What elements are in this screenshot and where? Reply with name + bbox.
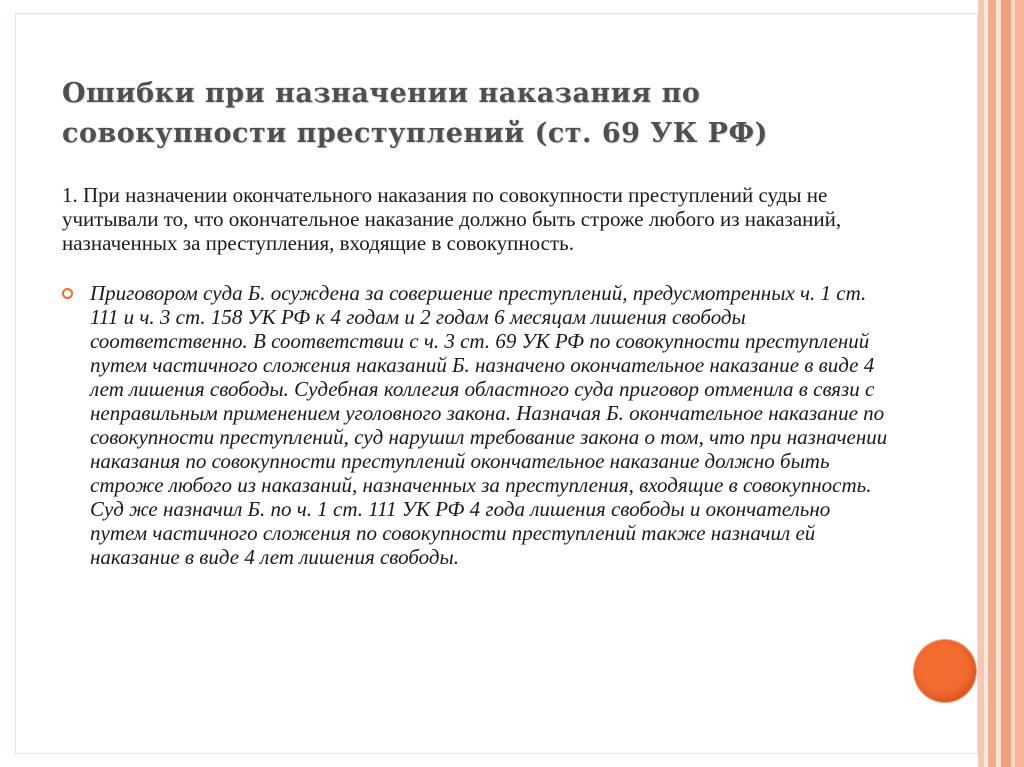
stripe	[988, 0, 996, 767]
stripe	[1001, 0, 1011, 767]
slide-title: Ошибки при назначении наказания по совокупности преступлений (ст. 69 УК РФ)	[62, 78, 768, 149]
intro-paragraph: 1. При назначении окончательного наказания по совокупности преступлений суды не учитывали то, что окончательное наказание должно быть строже любого из наказаний, назначенных за преступления, входящие в совокупность.	[62, 183, 842, 255]
bullet-text: Приговором суда Б. осуждена за совершение преступлений, предусмотренных ч. 1 ст. 111 и ч. 3 ст. 158 УК РФ к 4 годам и 2 годам 6 месяцам лишения свободы соответственно. В соответствии с ч. 3 ст. 69 УК РФ по совокупности преступлений путем частичного сложения наказаний Б. назначено окончательное наказание в виде 4 лет лишения свободы. Судебная коллегия областного суда приговор отменила в связи с неправильным применением уголовного закона. Назначая Б. окончательное наказание по совокупности преступлений, суд нарушил требование закона о том, что при назначении наказания по совокупности преступлений окончательное наказание должно быть строже любого из наказаний, назначенных за преступления, входящие в совокупность. Суд же назначил Б. по ч. 1 ст. 111 УК РФ 4 года лишения свободы и окончательно путем частичного сложения по совокупности преступлений также назначил ей наказание в виде 4 лет лишения свободы.	[90, 281, 888, 569]
bullet-item	[62, 281, 892, 569]
decorative-stripes	[978, 0, 1024, 767]
decorative-circle-icon	[914, 640, 976, 702]
stripe	[1015, 0, 1024, 767]
bullet-ring-icon	[62, 288, 73, 299]
